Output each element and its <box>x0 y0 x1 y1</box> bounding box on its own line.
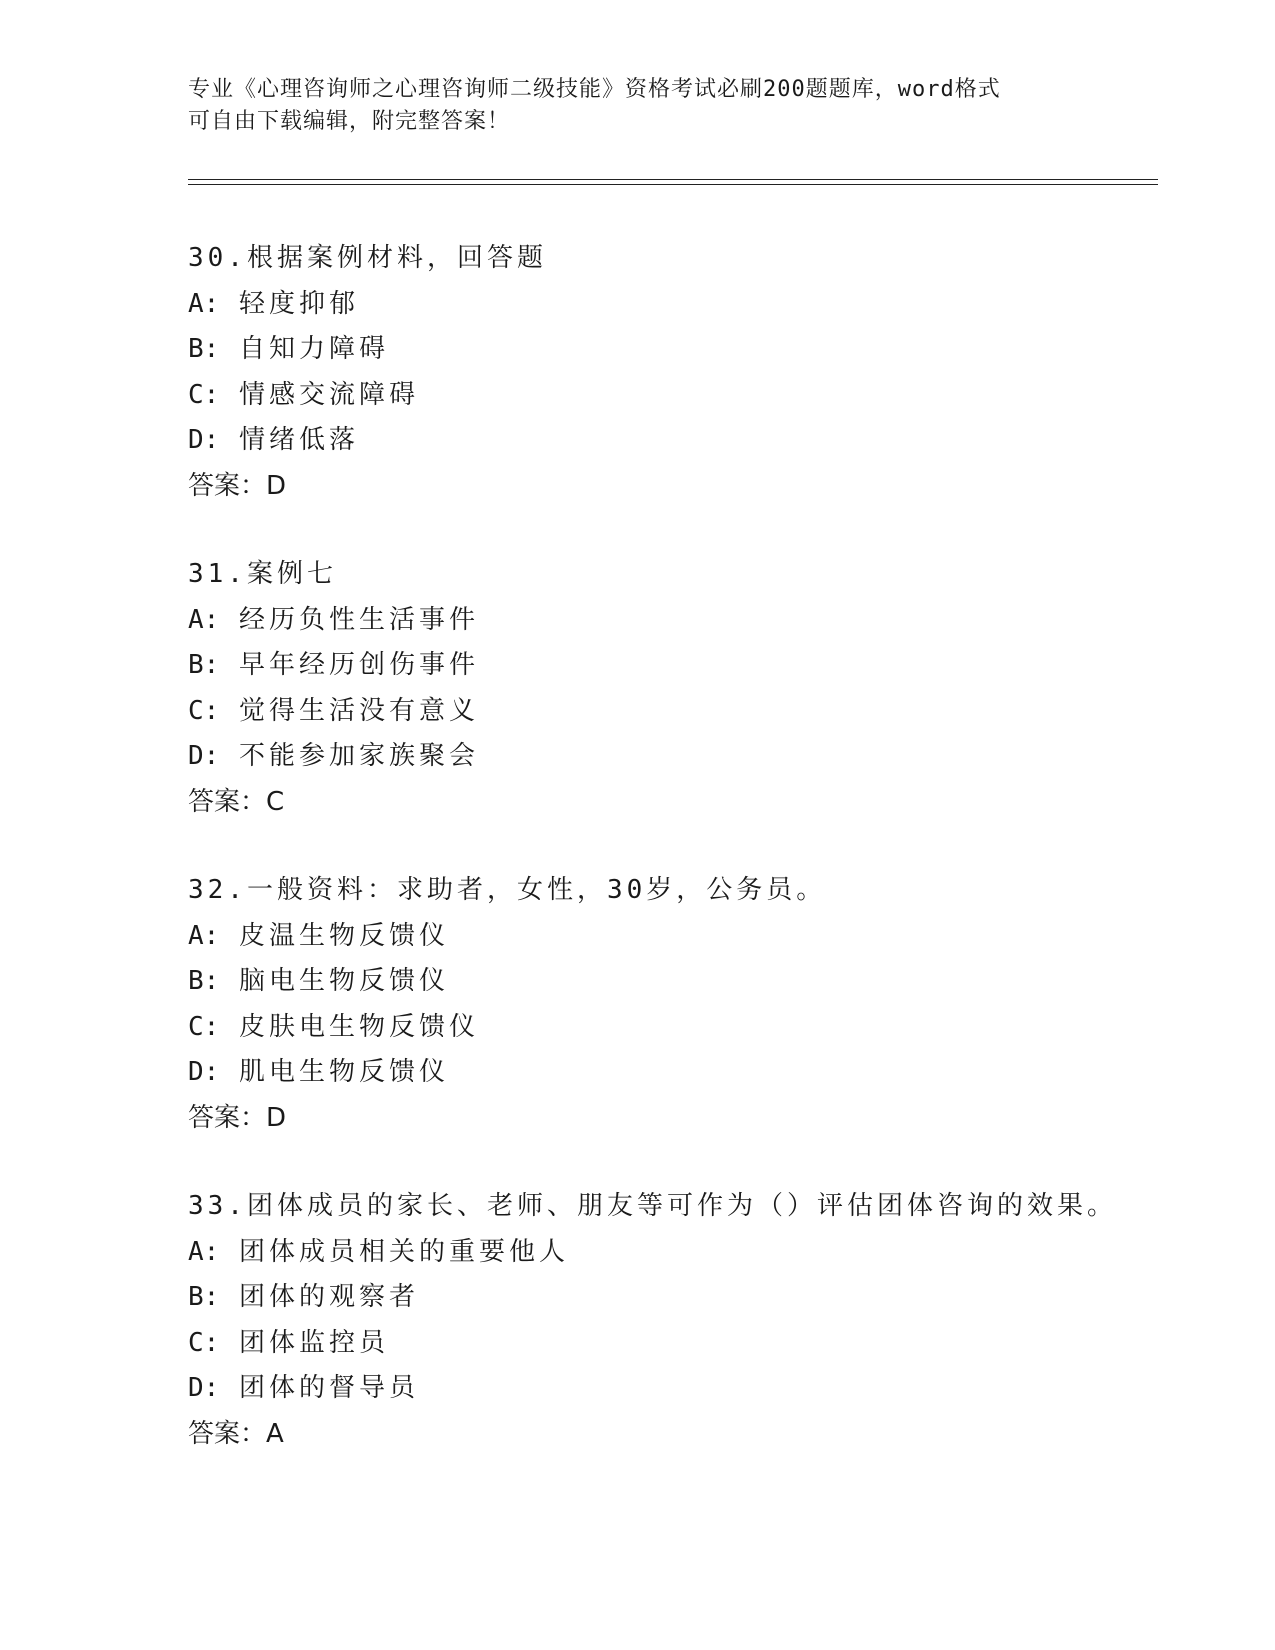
document-header <box>188 74 1088 138</box>
option-label: A: <box>188 1236 220 1267</box>
option-text: 团体监控员 <box>238 1327 389 1358</box>
option-text: 肌电生物反馈仪 <box>238 1057 449 1087</box>
option-label: A: <box>188 288 220 319</box>
option-label: B: <box>188 1282 220 1312</box>
header-line-1: 专业《心理咨询师之心理咨询师二级技能》资格考试必刷200题题库，word格式 <box>188 77 1001 102</box>
option-text: 情绪低落 <box>238 425 359 455</box>
option-d <box>188 418 1148 464</box>
question-31 <box>188 552 1148 825</box>
question-stem: 30.根据案例材料，回答题 <box>188 243 547 273</box>
header-divider-bottom <box>188 184 1158 185</box>
option-label: D: <box>188 1373 220 1403</box>
option-a <box>188 598 1148 644</box>
header-line-2: 可自由下载编辑，附完整答案！ <box>188 109 511 134</box>
option-label: C: <box>188 1011 220 1042</box>
option-text: 不能参加家族聚会 <box>238 741 479 771</box>
option-text: 团体的观察者 <box>238 1282 419 1312</box>
option-d <box>188 734 1148 780</box>
option-label: D: <box>188 1057 220 1087</box>
answer-line: 答案：A <box>188 1418 284 1449</box>
option-c <box>188 373 1148 419</box>
option-b <box>188 327 1148 373</box>
question-stem: 31.案例七 <box>188 559 337 589</box>
question-30 <box>188 236 1148 509</box>
answer-line: 答案：D <box>188 470 287 501</box>
option-a <box>188 1230 1148 1276</box>
option-text: 团体的督导员 <box>238 1373 419 1403</box>
question-stem: 33.团体成员的家长、老师、朋友等可作为（）评估团体咨询的效果。 <box>188 1191 1117 1221</box>
option-text: 脑电生物反馈仪 <box>238 966 449 996</box>
option-text: 情感交流障碍 <box>238 379 419 410</box>
option-d <box>188 1366 1148 1412</box>
option-a <box>188 282 1148 328</box>
option-c <box>188 689 1148 735</box>
question-list <box>188 236 1148 1500</box>
question-33 <box>188 1184 1148 1457</box>
option-label: A: <box>188 920 220 951</box>
answer-line: 答案：D <box>188 1102 287 1133</box>
question-stem: 32.一般资料：求助者，女性，30岁，公务员。 <box>188 875 827 905</box>
option-b <box>188 643 1148 689</box>
option-label: B: <box>188 650 220 680</box>
option-label: D: <box>188 741 220 771</box>
option-a <box>188 914 1148 960</box>
option-label: D: <box>188 425 220 455</box>
question-32 <box>188 868 1148 1141</box>
option-label: B: <box>188 966 220 996</box>
option-text: 皮肤电生物反馈仪 <box>238 1011 479 1042</box>
option-b <box>188 959 1148 1005</box>
option-label: C: <box>188 379 220 410</box>
option-c <box>188 1321 1148 1367</box>
option-text: 皮温生物反馈仪 <box>238 920 449 951</box>
header-divider-top <box>188 179 1158 180</box>
option-d <box>188 1050 1148 1096</box>
option-text: 团体成员相关的重要他人 <box>238 1236 569 1267</box>
option-b <box>188 1275 1148 1321</box>
option-text: 自知力障碍 <box>238 334 389 364</box>
option-c <box>188 1005 1148 1051</box>
option-text: 觉得生活没有意义 <box>238 695 479 726</box>
option-text: 早年经历创伤事件 <box>238 650 479 680</box>
option-text: 轻度抑郁 <box>238 288 359 319</box>
option-label: C: <box>188 695 220 726</box>
option-label: A: <box>188 604 220 635</box>
option-label: B: <box>188 334 220 364</box>
answer-line: 答案：C <box>188 786 285 817</box>
option-text: 经历负性生活事件 <box>238 604 479 635</box>
option-label: C: <box>188 1327 220 1358</box>
